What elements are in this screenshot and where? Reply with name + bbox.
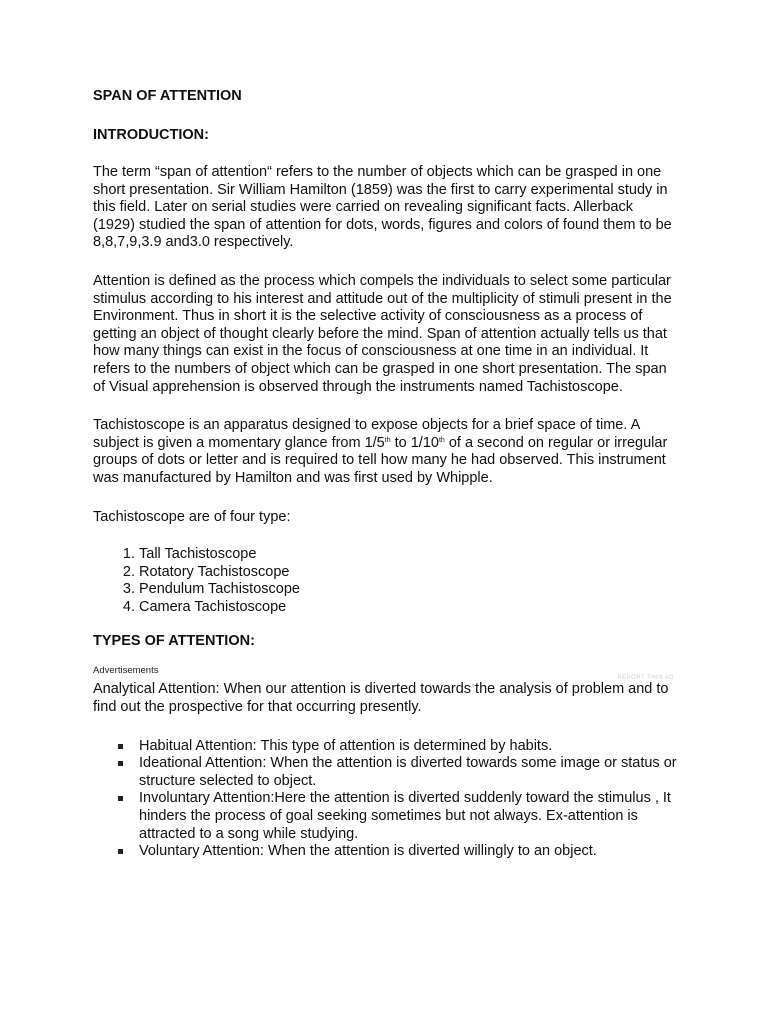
tachistoscope-types-list <box>93 546 678 616</box>
list-item <box>139 755 678 790</box>
superscript-th-1: th <box>384 436 391 444</box>
list-item: 2. Rotatory Tachistoscope <box>139 564 678 582</box>
list-item-text: Involuntary Attention:Here the attention is diverted suddenly toward the stimulus , It hinders the process of goal seeking sometimes but not always. Ex-attention is attracted to a song while studying. <box>139 790 671 842</box>
paragraph-span-definition: The term “span of attention“ refers to the number of objects which can be grasped in one short presentation. Sir William Hamilton (1859) was the first to carry experimental study in this field. Later on serial studies were carried on revealing significant facts. Allerback (1929) studied the span of attention for dots, words, figures and colors of found them to be 8,8,7,9,3.9 and3.0 respectively. <box>93 164 672 251</box>
square-bullet-icon <box>118 761 123 766</box>
advertisements-label: Advertisements <box>93 665 159 677</box>
advertisement-area <box>93 665 678 681</box>
superscript-th-2: th <box>438 436 445 444</box>
square-bullet-icon <box>118 796 123 801</box>
tachistoscope-text-b: to 1/10 <box>390 434 439 451</box>
types-of-attention-heading: TYPES OF ATTENTION: <box>93 633 255 650</box>
list-item <box>139 738 678 756</box>
list-item: 3. Pendulum Tachistoscope <box>139 581 678 599</box>
paragraph-attention-definition: Attention is defined as the process which compels the individuals to select some particular stimulus according to his interest and attitude out of the multiplicity of stimuli present in the Environment. Thus in short it is the selective activity of consciousness as a process of getting an object of thought clearly before the mind. Span of attention actually tells us that how many things can exist in the focus of consciousness at one time in an individual. It refers to the numbers of object which can be grasped in one short presentation. The span of Visual apprehension is observed through the instruments named Tachistoscope. <box>93 272 672 395</box>
list-item <box>139 843 678 861</box>
list-item-text: Voluntary Attention: When the attention is diverted willingly to an object. <box>139 843 597 860</box>
tachistoscope-text-c: of a second on regular or irregular groups of dots or letter and is required to tell how many he had observed. This instrument was manufactured by Hamilton and was first used by Whipple. <box>93 434 668 486</box>
introduction-heading: INTRODUCTION: <box>93 127 209 143</box>
list-item-text: Habitual Attention: This type of attention is determined by habits. <box>139 737 553 754</box>
report-ad-link[interactable]: REPORT THIS AD <box>617 675 674 682</box>
list-item: 1. Tall Tachistoscope <box>139 546 678 564</box>
paragraph-tachistoscope <box>93 417 678 487</box>
square-bullet-icon <box>118 744 123 749</box>
paragraph-analytical-attention: Analytical Attention: When our attention is diverted towards the analysis of problem and to find out the prospective for that occurring presently. <box>93 681 669 716</box>
tachistoscope-text-a: Tachistoscope is an apparatus designed to expose objects for a brief space of time. A subject is given a momentary glance from 1/5 <box>93 417 640 451</box>
square-bullet-icon <box>118 849 123 854</box>
paragraph-tachistoscope-types-intro: Tachistoscope are of four type: <box>93 508 291 525</box>
attention-types-list <box>93 738 678 861</box>
list-item-text: Ideational Attention: When the attention is diverted towards some image or status or structure selected to object. <box>139 755 677 789</box>
list-item: 4. Camera Tachistoscope <box>139 599 678 617</box>
document-title: SPAN OF ATTENTION <box>93 88 242 104</box>
document-page <box>93 86 678 861</box>
list-item <box>139 790 678 843</box>
